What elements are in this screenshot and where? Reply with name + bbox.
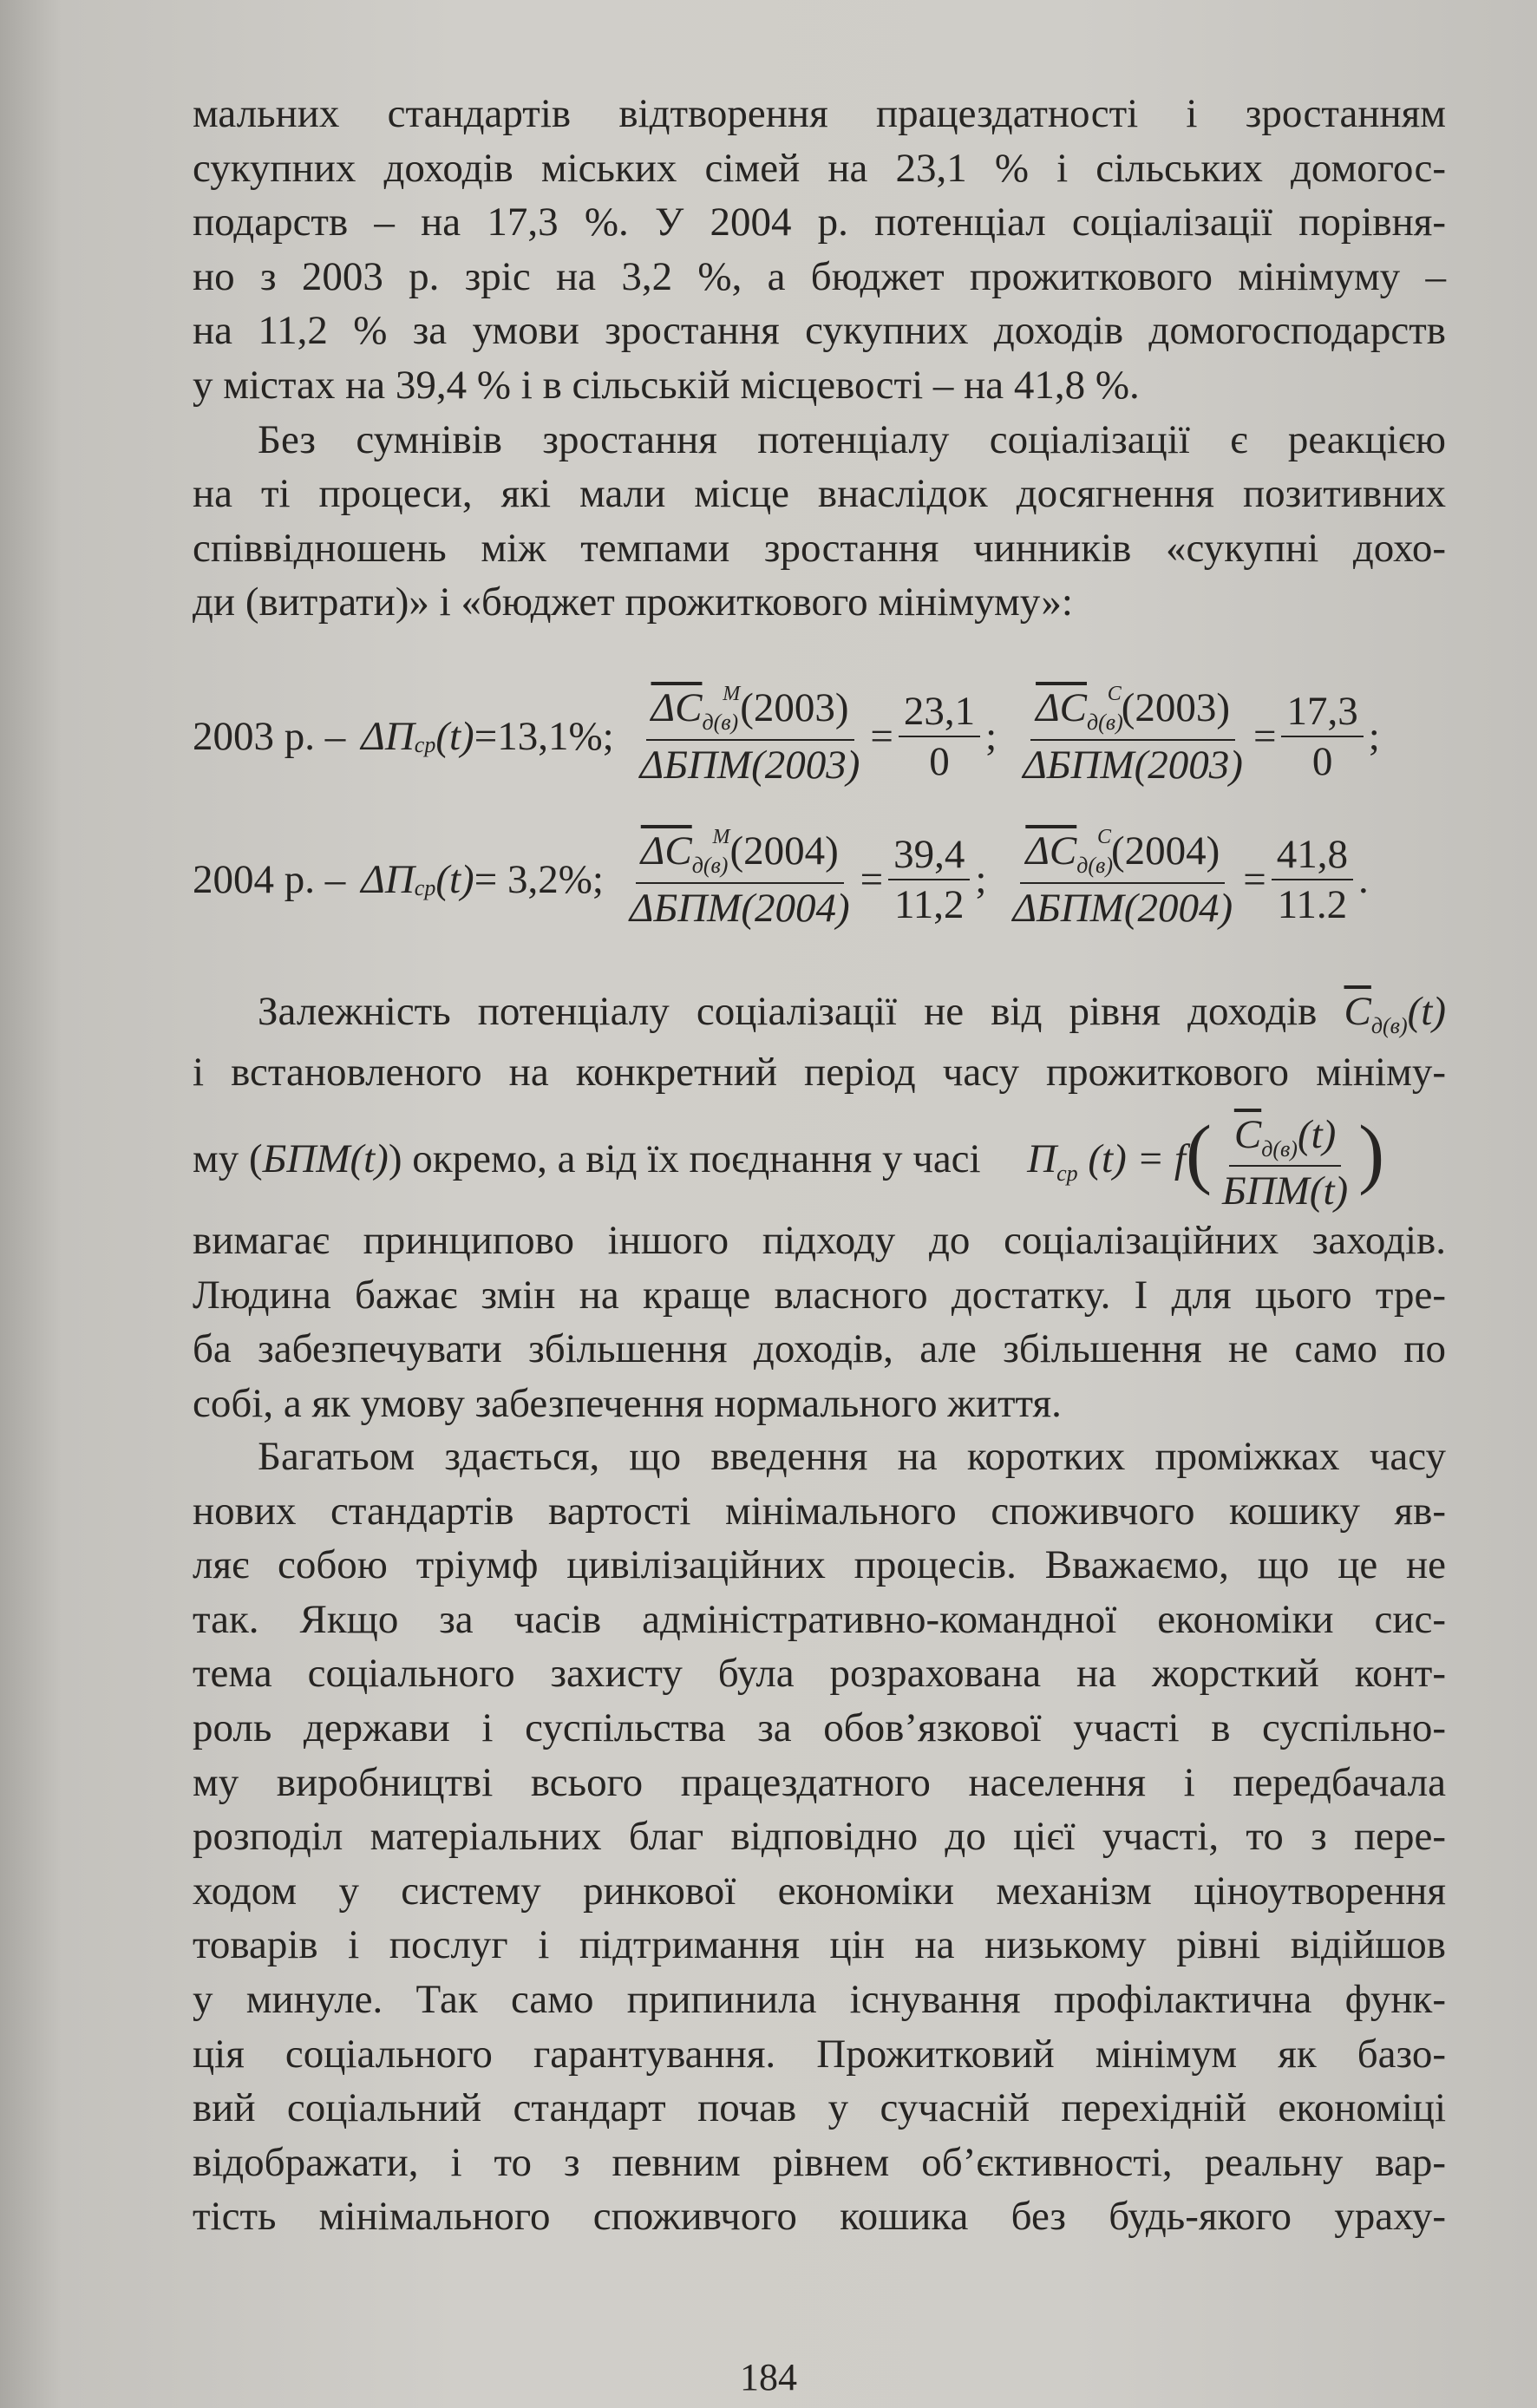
formula-sub: д(в) [1076, 853, 1114, 878]
inline-formula-sub: д(в) [1370, 1013, 1408, 1038]
text-line: і встановленого на конкретний період часу прожиткового мініму- [193, 1049, 1446, 1095]
text-line: вимагає принципово іншого підходу до соціалізаційних заходів. [193, 1217, 1446, 1263]
formula-t: (t) [435, 857, 474, 902]
text-line: відображати, і то з певним рівнем об’єктивності, реальну вар- [193, 2139, 1446, 2185]
formula-fraction-c [1007, 828, 1238, 931]
text-line: співвідношень між темпами зростання чинників «сукупні дохо- [193, 525, 1446, 571]
formula-sup: M [712, 826, 730, 848]
text-line: му виробництві всього працездатного населення і передбачала [193, 1759, 1446, 1805]
text-line: Без сумнівів зростання потенціалу соціалізації є реакцією [258, 416, 1446, 462]
text-line: ляє собою тріумф цивілізаційних процесів. Вважаємо, що це не [193, 1542, 1446, 1588]
text-line: так. Якщо за часів адміністративно-командної економіки сис- [193, 1596, 1446, 1642]
inline-bpm: БПМ(t) [262, 1136, 389, 1182]
text-line: Багатьом здається, що введення на коротких проміжках часу [258, 1434, 1446, 1479]
text-line: ходом у систему ринкової економіки механізм ціноутворення [193, 1868, 1446, 1914]
text-line: ди (витрати)» і «бюджет прожиткового мінімуму»: [193, 579, 1073, 625]
text-line: нових стандартів вартості мінімального споживчого кошику яв- [193, 1488, 1446, 1534]
text-line: у містах на 39,4 % і в сільській місцевості – на 41,8 %. [193, 362, 1140, 408]
text-middle [193, 985, 1446, 1430]
formula-end: . [1357, 857, 1369, 902]
text-bottom [193, 1430, 1446, 2244]
formula-sub: ср [414, 732, 436, 757]
formula-sub: д(в) [691, 853, 729, 878]
text-line: на 11,2 % за умови зростання сукупних доходів домогосподарств [193, 308, 1446, 354]
formula-ratio-c [1272, 832, 1353, 927]
text-line: вий соціальний стандарт почав у сучасній перехідній економіці [193, 2085, 1446, 2131]
formula-fraction-m [625, 828, 855, 931]
text-line: мальних стандартів відтворення працездатності і зростанням [193, 91, 1446, 136]
text-line: ція соціального гарантування. Прожитковий мінімум як базо- [193, 2031, 1446, 2077]
formula-value: =13,1%; [474, 714, 614, 759]
text-fragment: Залежність потенціалу соціалізації не від рівня доходів [258, 989, 1318, 1034]
inline-formula-t: (t) [1407, 989, 1446, 1034]
formula-delta-p: ΔП [361, 714, 415, 759]
formula-num: 39,4 [888, 832, 970, 880]
formula-ratio-m [899, 689, 980, 784]
formula-den: 0 [929, 739, 950, 784]
formula-num: 41,8 [1272, 832, 1353, 880]
formula-num: 17,3 [1281, 689, 1363, 737]
text-line: товарів і послуг і підтримання цін на низькому рівні відійшов [193, 1922, 1446, 1968]
formula-sup: C [1107, 683, 1122, 705]
formula-sep: ; [985, 714, 997, 759]
formula-2004: 2004 р. – ΔП ср (t) = 3,2%; $\frac{\overline{\Delta C}_{д(в)}^M(2004)}{\text{ΔБПМ(2004)}}$ = $\frac{39,4}{11,2}$ ; $\frac{\overline{\Delta C}_{д(в)}^C(2004)}{\text{ΔБПМ(2004)}}$ = $\frac{41,8}{11.2}$ . [193, 826, 1369, 931]
formula-den: ΔБПМ(2003) [639, 743, 860, 788]
formula-fraction-m [635, 685, 866, 788]
text-line: у минуле. Так само припинила існування профілактична функ- [193, 1976, 1446, 2022]
formula-delta-p: ΔП [361, 857, 415, 902]
formula-sub: ср [414, 875, 436, 900]
text-line: розподіл матеріальних благ відповідно до цієї участі, то з пере- [193, 1814, 1446, 1860]
text-line [193, 985, 1446, 1045]
formula-end: ; [1368, 714, 1380, 759]
formula-num: $\overline{\Delta C}$ [640, 828, 692, 874]
formula-num: $\overline{\Delta C}$ [1025, 828, 1077, 874]
text-fragment: ) окремо, а від їх поєднання у часі [388, 1136, 981, 1182]
formula-num: 23,1 [899, 689, 980, 737]
text-line: ба забезпечувати збільшення доходів, але збільшення не само по [193, 1326, 1446, 1372]
formula-sub: д(в) [1261, 1135, 1298, 1161]
page-number: 184 [740, 2356, 797, 2398]
formula-2003: 2003 р. – ΔП ср (t) =13,1%; $\frac{\overline{\Delta C}_{д(в)}^M(2003)}{\text{ΔБПМ(2003)}}$ = $\frac{23,1}{0}$ ; $\frac{\overline{\Delta C}_{д(в)}^C(2003)}{\text{ΔБПМ(2003)}}$ = $\frac{17,3}{0}$ ; [193, 683, 1380, 788]
inline-formula-p: П [1027, 1136, 1057, 1182]
formula-num: $\overline{\Delta C}$ [1036, 685, 1087, 730]
formula-value: = 3,2%; [474, 857, 604, 902]
formula-den: 0 [1311, 739, 1333, 784]
formula-ratio-m [888, 832, 970, 927]
formula-sub: д(в) [1087, 710, 1123, 735]
text-line: Людина бажає змін на краще власного достатку. І для цього тре- [193, 1272, 1446, 1318]
formula-t: (t) [1297, 1111, 1337, 1157]
text-top [193, 87, 1446, 630]
formula-year-arg: (2004) [1111, 828, 1220, 874]
formula-ratio-c [1281, 689, 1363, 784]
formula-den: ΔБПМ(2004) [629, 886, 850, 931]
text-line: на ті процеси, які мали місце внаслідок досягнення позитивних [193, 471, 1446, 517]
formula-den: БПМ(t) [1221, 1168, 1349, 1214]
text-line: но з 2003 р. зріс на 3,2 %, а бюджет прожиткового мінімуму – [193, 253, 1446, 299]
formula-t: (t) [435, 714, 474, 759]
inline-formula-sub: ср [1056, 1161, 1078, 1187]
text-line: подарств – на 17,3 %. У 2004 р. потенціал соціалізації порівня- [193, 200, 1446, 245]
formula-sup: M [723, 683, 741, 705]
formula-den: 11,2 [894, 882, 965, 927]
formula-fraction-c [1017, 685, 1248, 788]
formula-year-arg: (2003) [1121, 685, 1231, 730]
formula-sup: C [1097, 826, 1112, 848]
formula-sep: ; [975, 857, 987, 902]
formula-year-arg: (2004) [729, 828, 839, 874]
text-line: собі, а як умову забезпечення нормального життя. [193, 1380, 1062, 1426]
text-fragment: му ( [193, 1136, 263, 1182]
text-line: му (БПМ(t)) окремо, а від їх поєднання у часі $П_{ср}$ (t) = f( $\frac{\overline{C}_{д(в)}(t)}{\text{БПМ(t)}}$ ) [193, 1110, 1385, 1214]
text-line: тема соціального захисту була розрахована на жорсткий конт- [193, 1651, 1446, 1697]
formula-num: $\overline{\Delta C}$ [651, 685, 703, 730]
text-line: роль держави і суспільства за обов’язкової участі в суспільно- [193, 1705, 1446, 1750]
formula-den: 11.2 [1277, 882, 1348, 927]
formula-num: $\overline{C}$ [1233, 1111, 1262, 1157]
inline-formula-c: $\overline{C}$ [1344, 989, 1371, 1034]
formula-year: 2004 р. – [193, 857, 346, 902]
text-line: тість мінімального споживчого кошика без будь-якого ураху- [193, 2194, 1446, 2240]
inline-formula-eq: (t) = f [1088, 1136, 1186, 1182]
formula-year: 2003 р. – [193, 714, 346, 759]
text-line: сукупних доходів міських сімей на 23,1 % і сільських домогос- [193, 145, 1446, 191]
inline-formula-frac [1217, 1112, 1353, 1214]
formula-den: ΔБПМ(2003) [1023, 743, 1243, 788]
formula-sub: д(в) [702, 710, 739, 735]
formula-year-arg: (2003) [740, 685, 849, 730]
formula-den: ΔБПМ(2004) [1012, 886, 1233, 931]
